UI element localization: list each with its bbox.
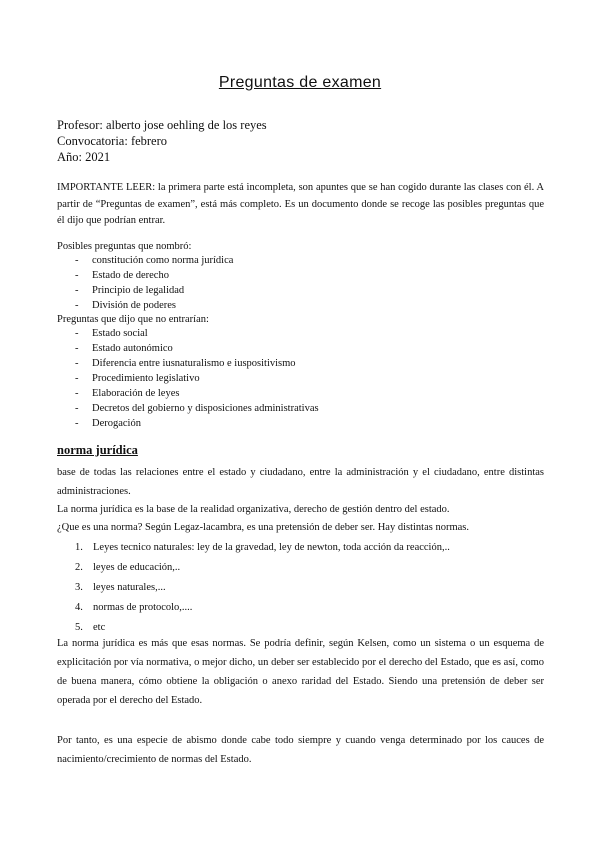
professor-line: Profesor: alberto jose oehling de los reyes: [57, 118, 267, 132]
list-item: - División de poderes: [57, 298, 233, 313]
list-item: [57, 580, 450, 600]
year-line: Año: 2021: [57, 150, 111, 164]
section-line-2: La norma jurídica es la base de la realidad organizativa, derecho de gestión dentro del estado.: [57, 504, 450, 515]
item-number: 3.: [75, 582, 83, 593]
list-item: - Diferencia entre iusnaturalismo e iuspositivismo: [57, 356, 319, 371]
list-item: - Estado social: [57, 326, 319, 341]
list-item: - Estado de derecho: [57, 268, 233, 283]
important-notice: IMPORTANTE LEER: la primera parte está incompleta, son apuntes que se han cogido durante las clases con él. A partir de “Preguntas de examen”, está más completo. Es un documento donde se recoge las posibles preguntas que él dijo que podrían entrar.: [57, 182, 544, 226]
section-heading: norma jurídica: [57, 443, 138, 457]
section-paragraph-5: Por tanto, es una especie de abismo donde cabe todo siempre y cuando venga determinado por los cauces de nacimiento/crecimiento de normas del Estado.: [57, 735, 544, 765]
section-paragraph-4: La norma jurídica es más que esas normas. Se podría definir, según Kelsen, como un sistema o un esquema de explicitación por vía normativa, o mejor dicho, un deber ser establecido por el derecho del Estado, que es así, como de buena manera, cómo obtiene la obligación o anexo raridad del Estado. Siendo una pretensión de deber ser operada por el derecho del Estado.: [57, 638, 544, 706]
section-line-3: ¿Que es una norma? Según Legaz-lacambra, es una pretensión de deber ser. Hay distintas normas.: [57, 522, 469, 533]
item-text: leyes de educación,..: [93, 562, 181, 573]
page-title: Preguntas de examen: [218, 74, 382, 91]
item-text: Leyes tecnico naturales: ley de la gravedad, ley de newton, toda acción da reacción,..: [93, 542, 450, 553]
possible-questions-list: [57, 253, 233, 313]
section-paragraph-1: base de todas las relaciones entre el estado y ciudadano, entre la administración y el ciudadano, entre distintas administraciones.: [57, 467, 544, 497]
item-number: 4.: [75, 602, 83, 613]
list-item: - Decretos del gobierno y disposiciones administrativas: [57, 401, 319, 416]
list-item: - Principio de legalidad: [57, 283, 233, 298]
item-text: leyes naturales,...: [93, 582, 166, 593]
list-item: - constitución como norma jurídica: [57, 253, 233, 268]
unlikely-questions-list: [57, 326, 319, 431]
list-item: [57, 600, 450, 620]
norms-numbered-list: [57, 540, 450, 640]
item-number: 2.: [75, 562, 83, 573]
item-number: 1.: [75, 542, 83, 553]
possible-questions-label: Posibles preguntas que nombró:: [57, 241, 192, 252]
item-number: 5.: [75, 622, 83, 633]
list-item: - Procedimiento legislativo: [57, 371, 319, 386]
session-line: Convocatoria: febrero: [57, 134, 168, 148]
list-item: [57, 540, 450, 560]
item-text: normas de protocolo,....: [93, 602, 193, 613]
list-item: [57, 560, 450, 580]
list-item: - Elaboración de leyes: [57, 386, 319, 401]
document-meta: [57, 117, 267, 165]
item-text: etc: [93, 622, 106, 633]
unlikely-questions-label: Preguntas que dijo que no entrarían:: [57, 314, 209, 325]
list-item: - Derogación: [57, 416, 319, 431]
list-item: - Estado autonómico: [57, 341, 319, 356]
